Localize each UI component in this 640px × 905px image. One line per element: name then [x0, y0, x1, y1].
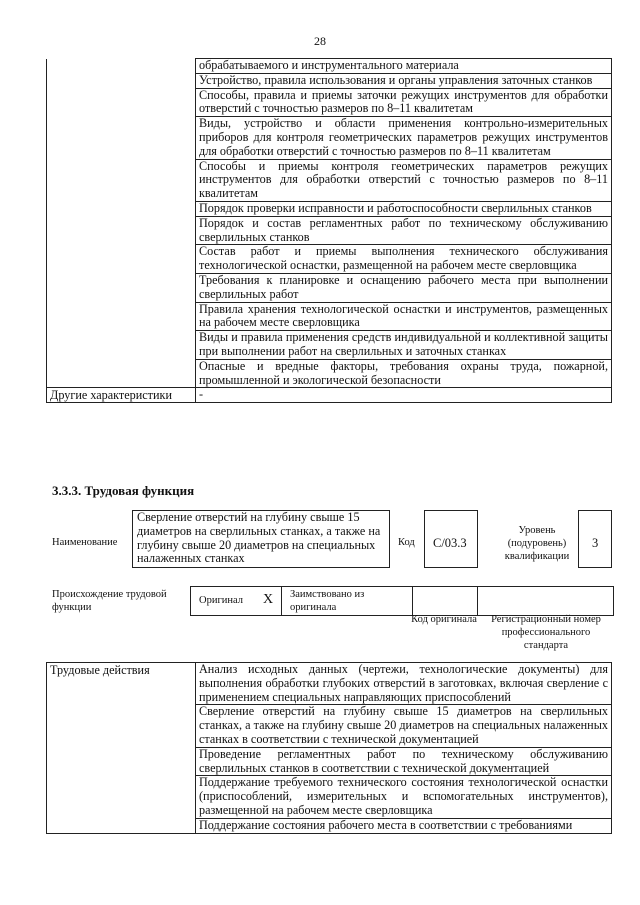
requirement-row: [47, 73, 612, 88]
labor-action-row: [47, 663, 612, 705]
requirement-item: Способы и приемы контроля геометрических параметров режущих инструментов для обработки отверстий с точностью размеров по 8–11 квалитетам: [196, 159, 612, 201]
page-number: 28: [314, 34, 326, 48]
requirement-row: [47, 117, 612, 159]
origin-label: Происхождение трудовой функции: [52, 589, 167, 613]
labor-action-item: Анализ исходных данных (чертежи, технологические документы) для выполнения обработки глубоких отверстий в заготовках, включая сверление с применением специальных направляющих приспособлений: [196, 663, 612, 705]
code-label: Код: [398, 537, 415, 548]
requirement-label-cell: [47, 302, 196, 331]
requirement-row: [47, 216, 612, 245]
requirement-label-cell: [47, 273, 196, 302]
code-value: С/03.3: [433, 536, 467, 550]
requirement-label-cell: [47, 216, 196, 245]
requirement-label-cell: [47, 73, 196, 88]
requirement-item: Порядок проверки исправности и работоспособности сверлильных станков: [196, 201, 612, 216]
other-characteristics-label: Другие характеристики: [47, 388, 196, 403]
requirement-item: Опасные и вредные факторы, требования охраны труда, пожарной, промышленной и экологической безопасности: [196, 359, 612, 388]
requirement-item: Виды, устройство и области применения контрольно-измерительных приборов для контроля геометрических параметров режущих инструментов для обработки отверстий с точностью размеров по 8–11 квалитетам: [196, 117, 612, 159]
requirement-item: обрабатываемого и инструментального материала: [196, 59, 612, 74]
requirement-item: Порядок и состав регламентных работ по техническому обслуживанию сверлильных станков: [196, 216, 612, 245]
requirement-label-cell: [47, 59, 196, 74]
requirement-row: [47, 59, 612, 74]
labor-action-item: Сверление отверстий на глубину свыше 15 диаметров на сверлильных станках, а также на глубину свыше 20 диаметров на специальных налаженных станках в соответствии с технической документацией: [196, 705, 612, 747]
requirement-item: Правила хранения технологической оснастки и инструментов, размещенных на рабочем месте сверловщика: [196, 302, 612, 331]
requirement-item: Устройство, правила использования и органы управления заточных станков: [196, 73, 612, 88]
requirement-row: [47, 331, 612, 360]
labor-action-item: Поддержание требуемого технического состояния технологической оснастки (приспособлений, измерительных и вспомогательных инструментов), размещенной на рабочем месте сверловщика: [196, 776, 612, 818]
requirement-row: [47, 245, 612, 274]
level-label: Уровень (подуровень) квалификации: [504, 525, 570, 562]
level-box: [578, 510, 612, 568]
requirement-row: [47, 88, 612, 117]
requirement-label-cell: [47, 159, 196, 201]
original-label: Оригинал: [199, 595, 243, 606]
requirement-item: Способы, правила и приемы заточки режущих инструментов для обработки отверстий с точностью размеров по 8–11 квалитетам: [196, 88, 612, 117]
origin-original-cell: [190, 586, 282, 616]
requirement-item: Состав работ и приемы выполнения технического обслуживания технологической оснастки, размещенной на рабочем месте сверловщика: [196, 245, 612, 274]
origin-borrowed-cell: [281, 586, 413, 616]
origin-code-cell: [412, 586, 478, 616]
section-title: 3.3.3. Трудовая функция: [52, 483, 195, 498]
reg-caption: Регистрационный номер профессионального стандарта: [491, 614, 601, 651]
requirement-label-cell: [47, 88, 196, 117]
requirement-label-cell: [47, 117, 196, 159]
requirement-row: [47, 359, 612, 388]
requirements-table: [46, 58, 612, 403]
code-caption: Код оригинала: [411, 614, 477, 625]
original-mark: Х: [263, 592, 274, 607]
labor-actions-label: Трудовые действия: [47, 663, 196, 834]
borrowed-label: Заимствовано из оригинала: [290, 589, 365, 613]
requirement-row: [47, 302, 612, 331]
requirement-label-cell: [47, 201, 196, 216]
labor-action-item: Поддержание состояния рабочего места в соответствии с требованиями: [196, 818, 612, 833]
name-label: Наименование: [52, 537, 118, 548]
other-characteristics-value: -: [196, 388, 612, 403]
requirement-item: Требования к планировке и оснащению рабочего места при выполнении сверлильных работ: [196, 273, 612, 302]
origin-reg-cell: [477, 586, 614, 616]
labor-actions-table: [46, 662, 612, 834]
requirement-row: [47, 273, 612, 302]
function-name-box: [132, 510, 390, 568]
function-name: Сверление отверстий на глубину свыше 15 диаметров на сверлильных станках, а также на глубину свыше 20 диаметров на специальных налаженных станках: [137, 510, 381, 566]
labor-action-item: Проведение регламентных работ по техническому обслуживанию сверлильных станков в соответствии с технической документацией: [196, 747, 612, 776]
requirement-row: [47, 159, 612, 201]
level-value: 3: [592, 536, 599, 550]
code-box: [424, 510, 478, 568]
requirement-label-cell: [47, 331, 196, 360]
requirement-label-cell: [47, 245, 196, 274]
requirement-label-cell: [47, 359, 196, 388]
requirement-row: [47, 201, 612, 216]
other-characteristics-row: [47, 388, 612, 403]
requirement-item: Виды и правила применения средств индивидуальной и коллективной защиты при выполнении работ на сверлильных и заточных станках: [196, 331, 612, 360]
